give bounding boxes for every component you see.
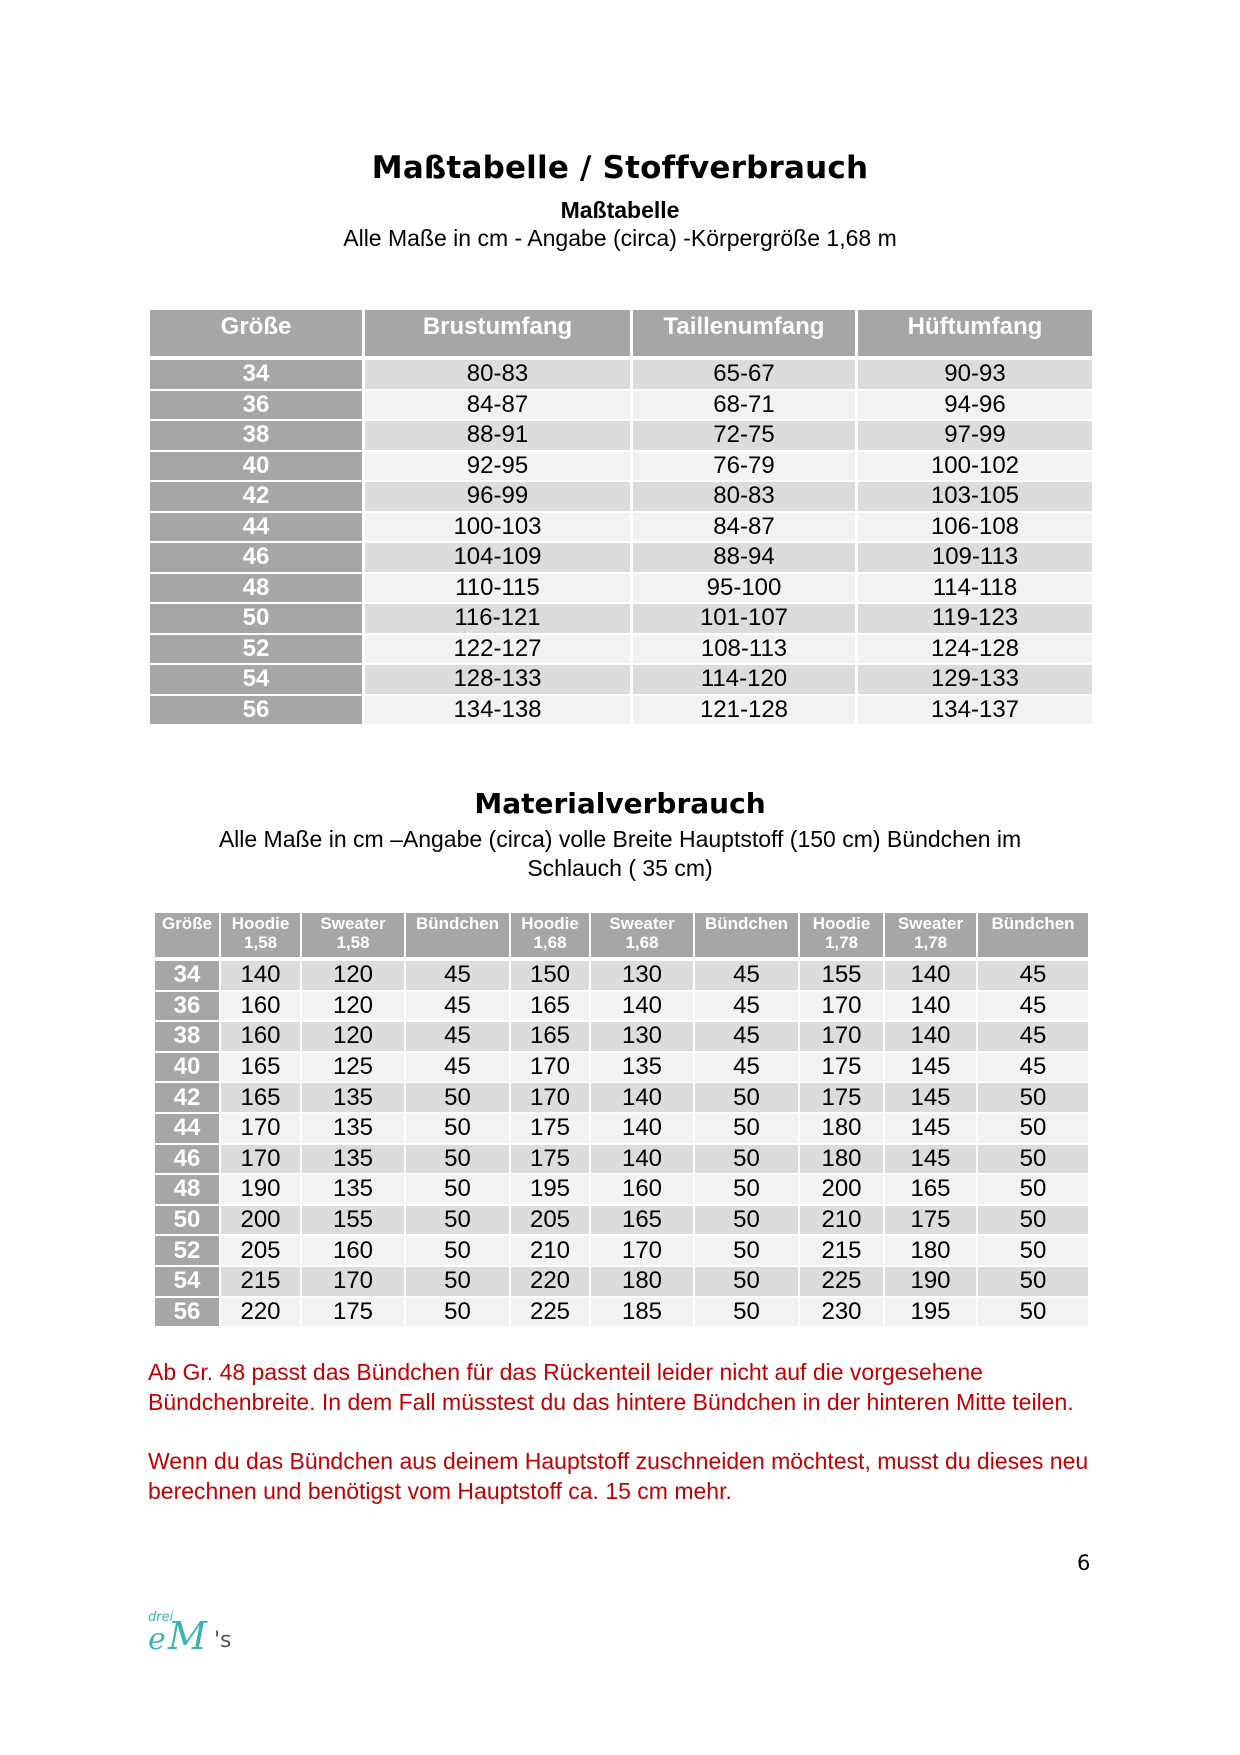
material-cell: 180 [591,1267,695,1298]
material-cell: 170 [591,1236,695,1267]
size-table [150,310,1092,726]
size-table-header: Hüftumfang [858,310,1092,356]
header-line: 1,68 [625,933,659,952]
table-row [155,1114,1088,1145]
table-row [155,1206,1088,1237]
header-line: 1,58 [243,933,278,952]
material-cell: 50 [406,1236,511,1267]
material-cell: 50 [406,1114,511,1145]
material-cell: 45 [406,992,511,1023]
size-cell: 52 [155,1236,221,1267]
material-cell: 225 [511,1298,591,1329]
material-cell: 200 [800,1175,885,1206]
material-cell: 150 [511,961,591,992]
material-cell: 175 [800,1053,885,1084]
table-row [150,452,1092,483]
size-cell: 44 [150,513,365,544]
measurement-cell: 84-87 [633,513,858,544]
measurement-cell: 88-91 [365,421,633,452]
material-cell: 140 [591,1114,695,1145]
table-row [155,1083,1088,1114]
size-cell: 54 [150,665,365,696]
material-cell: 140 [591,992,695,1023]
measurement-cell: 119-123 [858,604,1092,635]
size-table-heading: Maßtabelle [560,197,680,223]
material-cell: 145 [885,1114,978,1145]
material-cell: 50 [978,1083,1088,1114]
material-cell: 140 [885,961,978,992]
material-cell: 50 [406,1267,511,1298]
size-cell: 36 [155,992,221,1023]
header-line: Bündchen [415,914,500,933]
table-row [155,1267,1088,1298]
material-cell: 190 [221,1175,302,1206]
material-table-header [511,913,591,957]
header-line: Größe [161,914,213,933]
material-table-header [221,913,302,957]
material-cell: 145 [885,1053,978,1084]
material-cell: 210 [800,1206,885,1237]
material-cell: 165 [221,1083,302,1114]
material-cell: 190 [885,1267,978,1298]
measurement-cell: 88-94 [633,543,858,574]
measurement-cell: 65-67 [633,360,858,391]
material-table-header [885,913,978,957]
size-cell: 38 [150,421,365,452]
material-cell: 140 [591,1145,695,1176]
material-cell: 45 [695,992,800,1023]
material-cell: 45 [406,1053,511,1084]
header-line: Hoodie [521,914,579,933]
measurement-cell: 122-127 [365,635,633,666]
table-row [155,1022,1088,1053]
size-cell: 42 [150,482,365,513]
material-cell: 45 [406,961,511,992]
material-cell: 165 [221,1053,302,1084]
material-cell: 165 [591,1206,695,1237]
material-cell: 215 [800,1236,885,1267]
material-cell: 50 [406,1175,511,1206]
material-cell: 165 [511,992,591,1023]
table-row [150,604,1092,635]
material-cell: 135 [302,1083,406,1114]
header-line: Sweater [320,914,386,933]
material-cell: 175 [511,1114,591,1145]
material-cell: 50 [695,1145,800,1176]
material-cell: 195 [885,1298,978,1329]
table-row [155,1298,1088,1329]
measurement-cell: 72-75 [633,421,858,452]
material-table-header [302,913,406,957]
size-cell: 56 [150,696,365,727]
material-cell: 140 [591,1083,695,1114]
size-cell: 36 [150,391,365,422]
table-row [150,665,1092,696]
measurement-cell: 108-113 [633,635,858,666]
measurement-cell: 134-137 [858,696,1092,727]
note-main-fabric-text: Wenn du das Bündchen aus deinem Hauptstoff zuschneiden möchtest, musst du dieses neu berechnen und benötigst vom Hauptstoff ca. 15 cm mehr. [148,1448,1089,1504]
header-line: Bündchen [704,914,789,933]
measurement-cell: 94-96 [858,391,1092,422]
material-cell: 170 [221,1145,302,1176]
size-cell: 48 [150,574,365,605]
material-cell: 145 [885,1145,978,1176]
header-line: 1,78 [824,933,859,952]
material-cell: 160 [591,1175,695,1206]
material-cell: 225 [800,1267,885,1298]
measurement-cell: 100-102 [858,452,1092,483]
material-cell: 220 [511,1267,591,1298]
material-cell: 175 [800,1083,885,1114]
header-line: Sweater [897,914,964,933]
material-cell: 50 [695,1083,800,1114]
material-table [155,913,1088,1328]
table-row [150,513,1092,544]
table-row [150,635,1092,666]
size-cell: 56 [155,1298,221,1329]
material-cell: 45 [978,1022,1088,1053]
material-cell: 50 [406,1145,511,1176]
material-table-header [406,913,511,957]
material-cell: 160 [221,1022,302,1053]
header-line: Hoodie [231,914,290,933]
note-waistband-width-text: Ab Gr. 48 passt das Bündchen für das Rückenteil leider nicht auf die vorgesehene Bündchenbreite. In dem Fall müsstest du das hintere Bündchen in der hinteren Mitte teilen. [148,1359,1074,1415]
material-cell: 205 [511,1206,591,1237]
measurement-cell: 110-115 [365,574,633,605]
measurement-cell: 109-113 [858,543,1092,574]
table-row [155,992,1088,1023]
size-cell: 34 [150,360,365,391]
material-cell: 200 [221,1206,302,1237]
material-cell: 125 [302,1053,406,1084]
table-row [150,391,1092,422]
material-table-header [695,913,800,957]
size-cell: 40 [150,452,365,483]
measurement-cell: 104-109 [365,543,633,574]
size-cell: 40 [155,1053,221,1084]
material-cell: 50 [695,1236,800,1267]
material-cell: 165 [511,1022,591,1053]
logo-m-letter: M [168,1614,207,1658]
material-cell: 50 [695,1298,800,1329]
material-cell: 210 [511,1236,591,1267]
header-line: 1,78 [913,933,948,952]
measurement-cell: 84-87 [365,391,633,422]
material-cell: 120 [302,1022,406,1053]
material-cell: 180 [800,1145,885,1176]
material-cell: 50 [406,1298,511,1329]
header-line: Bündchen [991,914,1075,933]
material-cell: 50 [695,1175,800,1206]
measurement-cell: 134-138 [365,696,633,727]
material-cell: 135 [302,1145,406,1176]
table-row [150,543,1092,574]
measurement-cell: 92-95 [365,452,633,483]
material-description: Alle Maße in cm –Angabe (circa) volle Breite Hauptstoff (150 cm) Bündchen im Schlauch ( 35 cm) [218,826,1022,881]
measurement-cell: 124-128 [858,635,1092,666]
material-cell: 50 [978,1267,1088,1298]
size-cell: 50 [150,604,365,635]
material-cell: 155 [800,961,885,992]
measurement-cell: 106-108 [858,513,1092,544]
material-cell: 170 [511,1083,591,1114]
material-cell: 160 [302,1236,406,1267]
size-cell: 52 [150,635,365,666]
measurement-cell: 114-120 [633,665,858,696]
note-main-fabric [148,1447,1108,1506]
page-number: 6 [1077,1551,1091,1575]
table-row [150,360,1092,391]
table-row [155,1145,1088,1176]
material-cell: 120 [302,961,406,992]
material-cell: 175 [302,1298,406,1329]
table-row [150,696,1092,727]
material-table-header [978,913,1088,957]
size-cell: 50 [155,1206,221,1237]
material-cell: 135 [302,1114,406,1145]
material-cell: 155 [302,1206,406,1237]
material-cell: 170 [800,1022,885,1053]
material-cell: 50 [978,1206,1088,1237]
material-cell: 120 [302,992,406,1023]
material-cell: 50 [978,1175,1088,1206]
page-title: Maßtabelle / Stoffverbrauch [371,150,869,186]
material-cell: 185 [591,1298,695,1329]
material-cell: 160 [221,992,302,1023]
size-table-subheading: Alle Maße in cm - Angabe (circa) -Körpergröße 1,68 m [343,225,897,251]
measurement-cell: 80-83 [365,360,633,391]
material-cell: 220 [221,1298,302,1329]
size-cell: 46 [150,543,365,574]
material-cell: 45 [406,1022,511,1053]
material-cell: 205 [221,1236,302,1267]
measurement-cell: 129-133 [858,665,1092,696]
material-cell: 50 [978,1114,1088,1145]
measurement-cell: 90-93 [858,360,1092,391]
table-row [150,482,1092,513]
table-row [155,961,1088,992]
measurement-cell: 101-107 [633,604,858,635]
measurement-cell: 76-79 [633,452,858,483]
material-cell: 175 [511,1145,591,1176]
material-cell: 50 [978,1236,1088,1267]
material-cell: 135 [591,1053,695,1084]
material-cell: 50 [978,1145,1088,1176]
size-table-header: Brustumfang [365,310,633,356]
material-cell: 180 [800,1114,885,1145]
material-cell: 130 [591,1022,695,1053]
size-cell: 48 [155,1175,221,1206]
size-cell: 44 [155,1114,221,1145]
material-cell: 165 [885,1175,978,1206]
material-cell: 145 [885,1083,978,1114]
material-cell: 175 [885,1206,978,1237]
size-table-header: Größe [150,310,365,356]
drei-ems-logo [146,1605,242,1665]
measurement-cell: 128-133 [365,665,633,696]
material-table-header [155,913,221,957]
size-cell: 34 [155,961,221,992]
material-cell: 170 [302,1267,406,1298]
size-cell: 54 [155,1267,221,1298]
measurement-cell: 121-128 [633,696,858,727]
material-table-header [800,913,885,957]
material-cell: 140 [885,992,978,1023]
measurement-cell: 95-100 [633,574,858,605]
material-cell: 45 [978,992,1088,1023]
logo-suffix: 's [214,1628,232,1653]
material-cell: 170 [221,1114,302,1145]
material-heading: Materialverbrauch [474,787,766,820]
material-cell: 215 [221,1267,302,1298]
material-cell: 50 [695,1206,800,1237]
material-cell: 50 [695,1114,800,1145]
logo-e-letter: e [148,1622,166,1657]
material-cell: 50 [695,1267,800,1298]
material-cell: 170 [511,1053,591,1084]
material-cell: 135 [302,1175,406,1206]
material-cell: 140 [885,1022,978,1053]
measurement-cell: 68-71 [633,391,858,422]
material-cell: 195 [511,1175,591,1206]
measurement-cell: 100-103 [365,513,633,544]
measurement-cell: 114-118 [858,574,1092,605]
material-cell: 130 [591,961,695,992]
material-cell: 170 [800,992,885,1023]
measurement-cell: 97-99 [858,421,1092,452]
material-cell: 45 [695,1053,800,1084]
measurement-cell: 103-105 [858,482,1092,513]
material-cell: 45 [695,1022,800,1053]
material-cell: 140 [221,961,302,992]
measurement-cell: 80-83 [633,482,858,513]
material-cell: 45 [978,1053,1088,1084]
table-row [155,1236,1088,1267]
size-cell: 42 [155,1083,221,1114]
material-cell: 230 [800,1298,885,1329]
material-cell: 180 [885,1236,978,1267]
header-line: Sweater [609,914,675,933]
material-cell: 50 [406,1083,511,1114]
table-row [155,1053,1088,1084]
material-table-header [591,913,695,957]
size-cell: 38 [155,1022,221,1053]
size-cell: 46 [155,1145,221,1176]
material-cell: 45 [978,961,1088,992]
measurement-cell: 96-99 [365,482,633,513]
header-line: 1,68 [533,933,567,952]
material-cell: 45 [695,961,800,992]
logo-small-text: drei [148,1610,174,1625]
material-cell: 50 [978,1298,1088,1329]
note-waistband-width [148,1358,1108,1417]
header-line: Hoodie [812,914,871,933]
measurement-cell: 116-121 [365,604,633,635]
material-cell: 50 [406,1206,511,1237]
header-line: 1,58 [336,933,370,952]
table-row [150,574,1092,605]
table-row [155,1175,1088,1206]
size-table-header: Taillenumfang [633,310,858,356]
table-row [150,421,1092,452]
